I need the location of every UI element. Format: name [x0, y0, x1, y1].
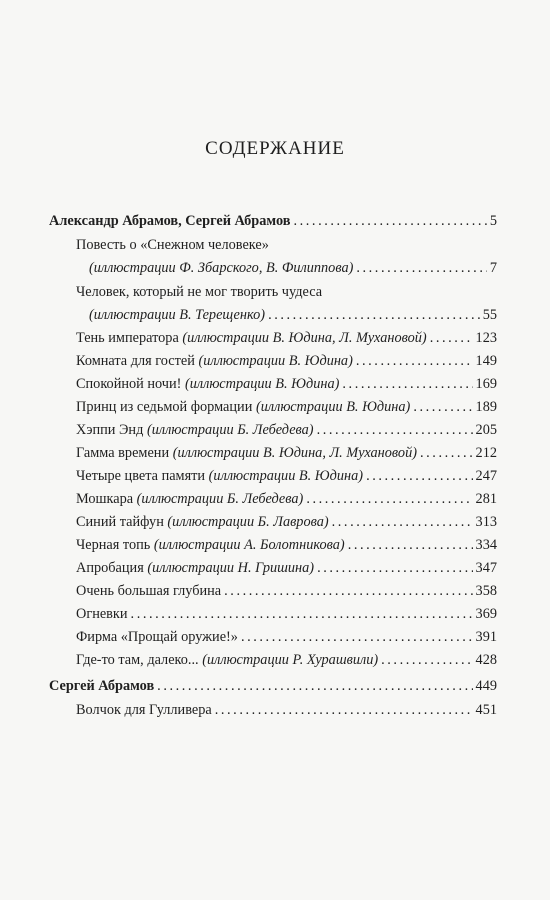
story-title: Четыре цвета памяти: [76, 468, 206, 484]
toc-entry-text: [49, 677, 154, 695]
story-title: Гамма времени: [76, 445, 170, 461]
page-number: 5: [489, 213, 497, 229]
illustrator-credit: (иллюстрации Н. Гришина): [147, 560, 315, 576]
toc-entry-row: [76, 467, 497, 485]
toc-entry-text: [49, 212, 290, 230]
illustrator-credit: (иллюстрации В. Юдина, Л. Мухановой): [182, 330, 427, 346]
illustrator-credit: (иллюстрации В. Терещенко): [89, 307, 266, 323]
page-number: 347: [475, 560, 497, 576]
dot-leader: [317, 559, 472, 577]
page-number: 123: [475, 330, 497, 346]
dot-leader: [420, 444, 473, 462]
page-number: 358: [475, 583, 497, 599]
toc-entry-row: [76, 283, 497, 301]
toc-entry-text: [76, 467, 363, 485]
page-number: 7: [489, 260, 497, 276]
page-number: 149: [475, 353, 497, 369]
toc-entry-text: [76, 651, 378, 669]
illustrator-credit: (иллюстрации В. Юдина): [185, 376, 340, 392]
page-number: 169: [475, 376, 497, 392]
story-title: Мошкара: [76, 491, 134, 507]
dot-leader: [268, 306, 480, 324]
page-number: 212: [475, 445, 497, 461]
page-number: 428: [475, 652, 497, 668]
dot-leader: [356, 259, 486, 277]
toc-entry-row: [76, 490, 497, 508]
page-number: 334: [475, 537, 497, 553]
toc-entry-text: [76, 236, 269, 254]
page-number: 281: [475, 491, 497, 507]
toc-entry-row: [76, 352, 497, 370]
toc-entry-row: [76, 651, 497, 669]
dot-leader: [332, 513, 473, 531]
dot-leader: [215, 701, 473, 719]
story-title: Спокойной ночи!: [76, 376, 182, 392]
toc-entry-text: [76, 421, 314, 439]
dot-leader: [157, 677, 472, 695]
page-number: 313: [475, 514, 497, 530]
toc-entry-text: [76, 701, 212, 719]
toc-entry-text: [76, 329, 427, 347]
illustrator-credit: (иллюстрации В. Юдина): [208, 468, 364, 484]
story-title: Повесть о «Снежном человеке»: [76, 237, 269, 253]
toc-entry-text: [76, 490, 303, 508]
story-title: Тень императора: [76, 330, 179, 346]
illustrator-credit: (иллюстрации Б. Лебедева): [146, 422, 314, 438]
page-number: 449: [475, 678, 497, 694]
illustrator-credit: (иллюстрации А. Болотникова): [153, 537, 345, 553]
story-title: Принц из седьмой формации: [76, 399, 253, 415]
dot-leader: [306, 490, 472, 508]
toc-entry-row: [76, 559, 497, 577]
toc-entry-text: [76, 605, 128, 623]
page-title: СОДЕРЖАНИЕ: [205, 138, 345, 159]
dot-leader: [381, 651, 472, 669]
toc-entry-text: [89, 306, 265, 324]
toc-entry-row: [76, 605, 497, 623]
toc-entry-row: [76, 628, 497, 646]
toc-entry-row: [89, 306, 497, 324]
toc-entry-row: [76, 536, 497, 554]
illustrator-credit: (иллюстрации В. Юдина): [255, 399, 411, 415]
dot-leader: [413, 398, 472, 416]
illustrator-credit: (иллюстрации Р. Хурашвили): [202, 652, 379, 668]
dot-leader: [224, 582, 472, 600]
toc-entry-row: [76, 329, 497, 347]
toc-entry-text: [76, 628, 238, 646]
author-name: Александр Абрамов, Сергей Абрамов: [49, 213, 291, 229]
story-title: Комната для гостей: [76, 353, 195, 369]
page-number: 247: [475, 468, 497, 484]
story-title: Черная топь: [76, 537, 151, 553]
toc-entry-text: [76, 559, 314, 577]
story-title: Фирма «Прощай оружие!»: [76, 629, 238, 645]
toc-entry-row: [89, 259, 497, 277]
story-title: Где-то там, далеко...: [76, 652, 199, 668]
story-title: Очень большая глубина: [76, 583, 222, 599]
toc-entry-text: [76, 398, 410, 416]
toc-entry-text: [76, 375, 339, 393]
toc-entry-row: [76, 582, 497, 600]
page-number: 55: [482, 307, 497, 323]
toc-author-row: [49, 677, 497, 695]
illustrator-credit: (иллюстрации Ф. Збарского, В. Филиппова): [89, 260, 354, 276]
dot-leader: [317, 421, 473, 439]
page-number: 369: [475, 606, 497, 622]
toc-entry-text: [76, 444, 417, 462]
toc-entry-text: [76, 582, 221, 600]
toc-entry-text: [76, 283, 322, 301]
dot-leader: [356, 352, 473, 370]
story-title: Человек, который не мог творить чудеса: [76, 284, 323, 300]
story-title: Волчок для Гулливера: [76, 702, 212, 718]
story-title: Синий тайфун: [76, 514, 164, 530]
illustrator-credit: (иллюстрации В. Юдина, Л. Мухановой): [172, 445, 417, 461]
illustrator-credit: (иллюстрации Б. Лебедева): [136, 491, 304, 507]
dot-leader: [348, 536, 473, 554]
page-number: 391: [475, 629, 497, 645]
toc-entry-row: [76, 513, 497, 531]
story-title: Хэппи Энд: [76, 422, 144, 438]
toc-entry-row: [76, 375, 497, 393]
illustrator-credit: (иллюстрации В. Юдина): [198, 353, 353, 369]
dot-leader: [131, 605, 473, 623]
toc-entry-text: [89, 259, 353, 277]
toc-entry-row: [76, 701, 497, 719]
dot-leader: [342, 375, 472, 393]
toc-entry-row: [76, 421, 497, 439]
toc-entry-text: [76, 352, 353, 370]
dot-leader: [241, 628, 473, 646]
dot-leader: [293, 212, 486, 230]
toc-entry-row: [76, 236, 497, 254]
dot-leader: [430, 329, 473, 347]
page-number: 451: [475, 702, 497, 718]
toc-entry-text: [76, 536, 345, 554]
toc-author-row: [49, 212, 497, 230]
page-number: 189: [475, 399, 497, 415]
toc-entry-row: [76, 444, 497, 462]
author-name: Сергей Абрамов: [49, 678, 155, 694]
story-title: Огневки: [76, 606, 128, 622]
toc-entry-text: [76, 513, 329, 531]
dot-leader: [366, 467, 472, 485]
story-title: Апробация: [76, 560, 144, 576]
toc-entry-row: [76, 398, 497, 416]
illustrator-credit: (иллюстрации Б. Лаврова): [167, 514, 329, 530]
page-number: 205: [475, 422, 497, 438]
